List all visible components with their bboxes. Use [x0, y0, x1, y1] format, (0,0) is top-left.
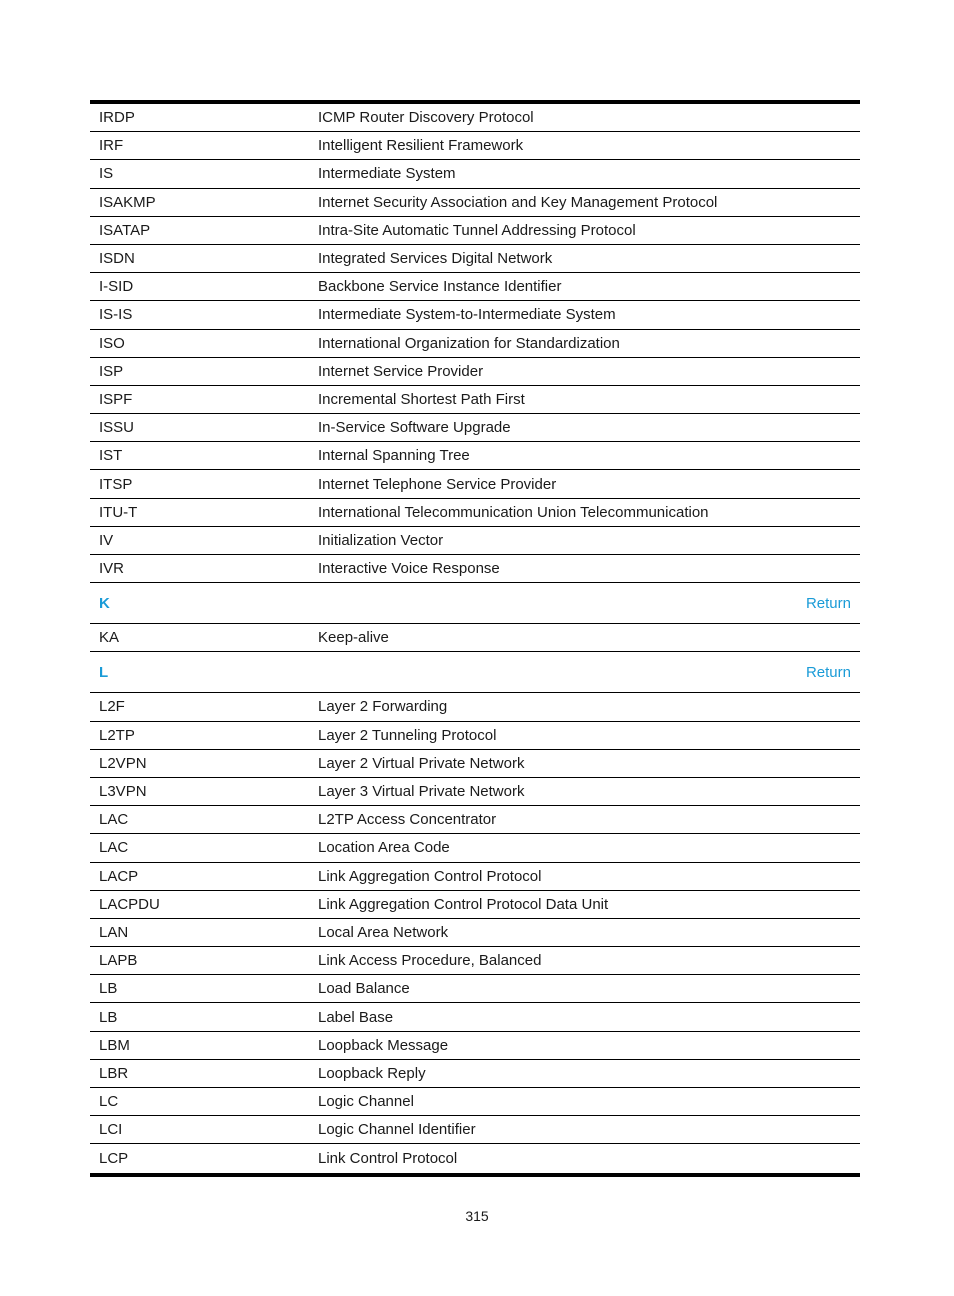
abbreviation: ISSU — [99, 419, 135, 437]
table-row — [90, 160, 860, 188]
table-row — [90, 624, 860, 652]
table-row — [90, 750, 860, 778]
full-term: Load Balance — [318, 980, 410, 998]
table-row — [90, 189, 860, 217]
abbreviation: I-SID — [99, 278, 134, 296]
table-row — [90, 217, 860, 245]
abbreviation: L2VPN — [99, 754, 147, 772]
full-term: Layer 2 Tunneling Protocol — [318, 726, 497, 744]
abbreviation: IRF — [99, 137, 124, 155]
table-row — [90, 1116, 860, 1144]
full-term: Link Access Procedure, Balanced — [318, 952, 542, 970]
full-term: International Telecommunication Union Telecommunication — [318, 503, 709, 521]
full-term: Logic Channel Identifier — [318, 1121, 476, 1139]
abbreviation: LCI — [99, 1121, 123, 1139]
full-term: Local Area Network — [318, 923, 449, 941]
full-term: Interactive Voice Response — [318, 560, 500, 578]
abbreviation: LAC — [99, 839, 129, 857]
table-row — [90, 1060, 860, 1088]
full-term: Link Aggregation Control Protocol Data Unit — [318, 895, 609, 913]
table-row — [90, 975, 860, 1003]
table-row — [90, 1088, 860, 1116]
full-term: Intra-Site Automatic Tunnel Addressing Protocol — [318, 221, 636, 239]
section-letter: L — [99, 663, 109, 681]
abbreviation: IS-IS — [99, 306, 133, 324]
abbreviation: L2F — [99, 698, 125, 716]
table-row — [90, 414, 860, 442]
full-term: Integrated Services Digital Network — [318, 250, 553, 268]
table-row — [90, 1032, 860, 1060]
return-link[interactable]: Return — [805, 594, 851, 612]
table-row — [90, 693, 860, 721]
full-term: Internal Spanning Tree — [318, 447, 470, 465]
full-term: Internet Service Provider — [318, 362, 484, 380]
table-row — [90, 330, 860, 358]
abbreviation: LAC — [99, 811, 129, 829]
abbreviation: ISPF — [99, 390, 133, 408]
table-row — [90, 722, 860, 750]
abbreviation: ISATAP — [99, 221, 151, 239]
table-row — [90, 555, 860, 583]
table-row — [90, 245, 860, 273]
abbreviation: ISDN — [99, 250, 135, 268]
table-row — [90, 1003, 860, 1031]
section-letter: K — [99, 594, 110, 612]
abbreviation: LC — [99, 1093, 119, 1111]
abbreviation: LB — [99, 980, 118, 998]
abbreviation: LB — [99, 1008, 118, 1026]
abbreviation: IST — [99, 447, 123, 465]
abbreviation: KA — [99, 629, 120, 647]
abbreviation: IRDP — [99, 109, 135, 127]
full-term: Intermediate System-to-Intermediate System — [318, 306, 616, 324]
abbreviation: L2TP — [99, 726, 135, 744]
full-term: Layer 2 Forwarding — [318, 698, 448, 716]
full-term: Loopback Message — [318, 1036, 449, 1054]
table-row — [90, 104, 860, 132]
table-row — [90, 778, 860, 806]
full-term: Loopback Reply — [318, 1064, 426, 1082]
abbreviation: LBM — [99, 1036, 130, 1054]
full-term: Location Area Code — [318, 839, 450, 857]
section-header-l — [90, 652, 860, 693]
abbreviation: LACP — [99, 867, 139, 885]
table-row — [90, 301, 860, 329]
full-term: Layer 2 Virtual Private Network — [318, 754, 525, 772]
abbreviation: ISP — [99, 362, 124, 380]
full-term: In-Service Software Upgrade — [318, 419, 511, 437]
table-row — [90, 806, 860, 834]
table-row — [90, 863, 860, 891]
abbreviation: IV — [99, 531, 114, 549]
table-row — [90, 442, 860, 470]
table-row — [90, 834, 860, 862]
table-row — [90, 499, 860, 527]
abbreviation: IS — [99, 165, 114, 183]
full-term: Internet Telephone Service Provider — [318, 475, 557, 493]
table-row — [90, 1144, 860, 1172]
table-row — [90, 386, 860, 414]
full-term: International Organization for Standardization — [318, 334, 620, 352]
return-link[interactable]: Return — [805, 663, 851, 681]
abbreviation: LBR — [99, 1064, 129, 1082]
table-row — [90, 527, 860, 555]
table-row — [90, 947, 860, 975]
table-row — [90, 132, 860, 160]
table-row — [90, 891, 860, 919]
table-row — [90, 470, 860, 498]
full-term: Link Aggregation Control Protocol — [318, 867, 542, 885]
section-header-k — [90, 583, 860, 624]
abbreviation: ISAKMP — [99, 193, 156, 211]
table-row — [90, 273, 860, 301]
full-term: Intermediate System — [318, 165, 456, 183]
abbreviation: LCP — [99, 1149, 129, 1167]
full-term: Keep-alive — [318, 629, 389, 647]
full-term: ICMP Router Discovery Protocol — [318, 109, 534, 127]
page-number: 315 — [465, 1208, 489, 1224]
abbreviation: LACPDU — [99, 895, 160, 913]
abbreviation: ITSP — [99, 475, 133, 493]
full-term: Label Base — [318, 1008, 394, 1026]
full-term: Backbone Service Instance Identifier — [318, 278, 562, 296]
table-row — [90, 919, 860, 947]
abbreviation: L3VPN — [99, 783, 147, 801]
full-term: Intelligent Resilient Framework — [318, 137, 524, 155]
full-term: Initialization Vector — [318, 531, 444, 549]
glossary-table — [90, 100, 860, 1177]
abbreviation: LAN — [99, 923, 129, 941]
full-term: L2TP Access Concentrator — [318, 811, 497, 829]
full-term: Internet Security Association and Key Management Protocol — [318, 193, 718, 211]
full-term: Incremental Shortest Path First — [318, 390, 525, 408]
abbreviation: IVR — [99, 560, 125, 578]
full-term: Link Control Protocol — [318, 1149, 458, 1167]
full-term: Layer 3 Virtual Private Network — [318, 783, 525, 801]
full-term: Logic Channel — [318, 1093, 414, 1111]
table-row — [90, 358, 860, 386]
abbreviation: ITU-T — [99, 503, 138, 521]
abbreviation: ISO — [99, 334, 125, 352]
abbreviation: LAPB — [99, 952, 138, 970]
